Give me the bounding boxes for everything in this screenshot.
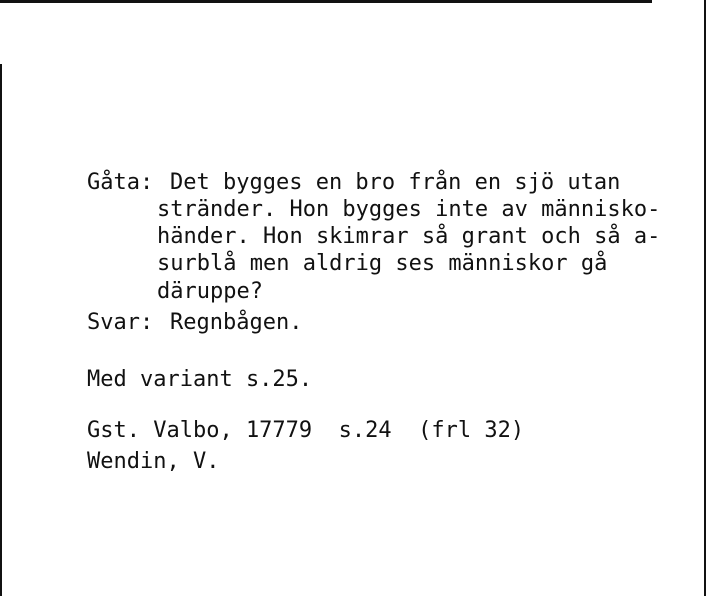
top-border xyxy=(0,0,652,3)
riddle-label: Gåta: xyxy=(87,170,154,195)
variant-note: Med variant s.25. xyxy=(87,367,313,392)
riddle-line-3: händer. Hon skimrar så grant och så a- xyxy=(157,224,661,249)
left-border xyxy=(0,64,2,596)
source-reference: Gst. Valbo, 17779 s.24 (frl 32) xyxy=(87,418,525,443)
informant-name: Wendin, V. xyxy=(87,449,220,474)
riddle-line-4: surblå men aldrig ses människor gå xyxy=(157,251,608,276)
answer-label: Svar: xyxy=(87,310,154,335)
answer-text: Regnbågen. xyxy=(170,310,303,335)
riddle-line-5: däruppe? xyxy=(157,279,263,304)
riddle-line-2: stränder. Hon bygges inte av människo- xyxy=(157,197,661,222)
riddle-line-1: Det bygges en bro från en sjö utan xyxy=(170,170,621,195)
